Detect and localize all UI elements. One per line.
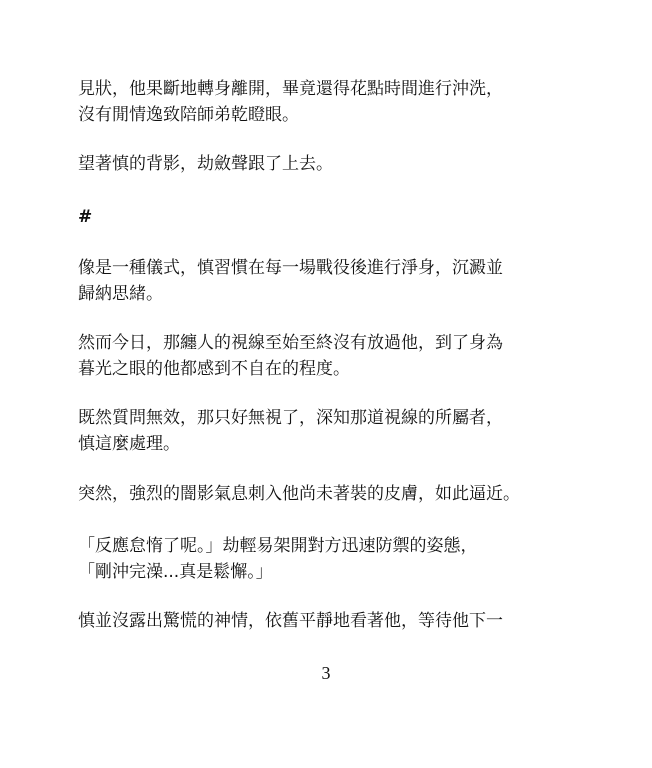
text-line: 沒有閒情逸致陪師弟乾瞪眼。 <box>78 105 299 125</box>
paragraph-3 <box>78 255 598 307</box>
text-line: 歸納思緒。 <box>78 284 163 304</box>
paragraph-8 <box>78 608 598 634</box>
text-line: 慎並沒露出驚慌的神情，依舊平靜地看著他，等待他下一 <box>78 611 503 631</box>
text-line: # <box>78 207 93 227</box>
paragraph-5 <box>78 405 598 457</box>
paragraph-1 <box>78 76 598 128</box>
text-line: 既然質問無效，那只好無視了，深知那道視線的所屬者， <box>78 408 503 428</box>
text-line: 見狀，他果斷地轉身離開，畢竟還得花點時間進行沖洗， <box>78 79 503 99</box>
paragraph-2 <box>78 151 598 177</box>
text-line: 突然，強烈的闇影氣息刺入他尚未著裝的皮膚，如此逼近。 <box>78 484 520 504</box>
paragraph-6 <box>78 481 598 507</box>
text-line: 然而今日，那纏人的視線至始至終沒有放過他，到了身為 <box>78 333 503 353</box>
paragraph-4 <box>78 330 598 382</box>
section-break-mark <box>78 204 598 230</box>
text-line: 暮光之眼的他都感到不自在的程度。 <box>78 359 350 379</box>
text-line: 像是一種儀式，慎習慣在每一場戰役後進行淨身，沉澱並 <box>78 258 503 278</box>
page-number: 3 <box>321 663 331 683</box>
text-line: 「反應怠惰了呢。」劫輕易架開對方迅速防禦的姿態， <box>78 536 478 556</box>
text-line: 「剛沖完澡...真是鬆懈。」 <box>78 562 273 582</box>
paragraph-7 <box>78 533 598 585</box>
text-line: 望著慎的背影，劫斂聲跟了上去。 <box>78 154 333 174</box>
text-line: 慎這麼處理。 <box>78 434 180 454</box>
